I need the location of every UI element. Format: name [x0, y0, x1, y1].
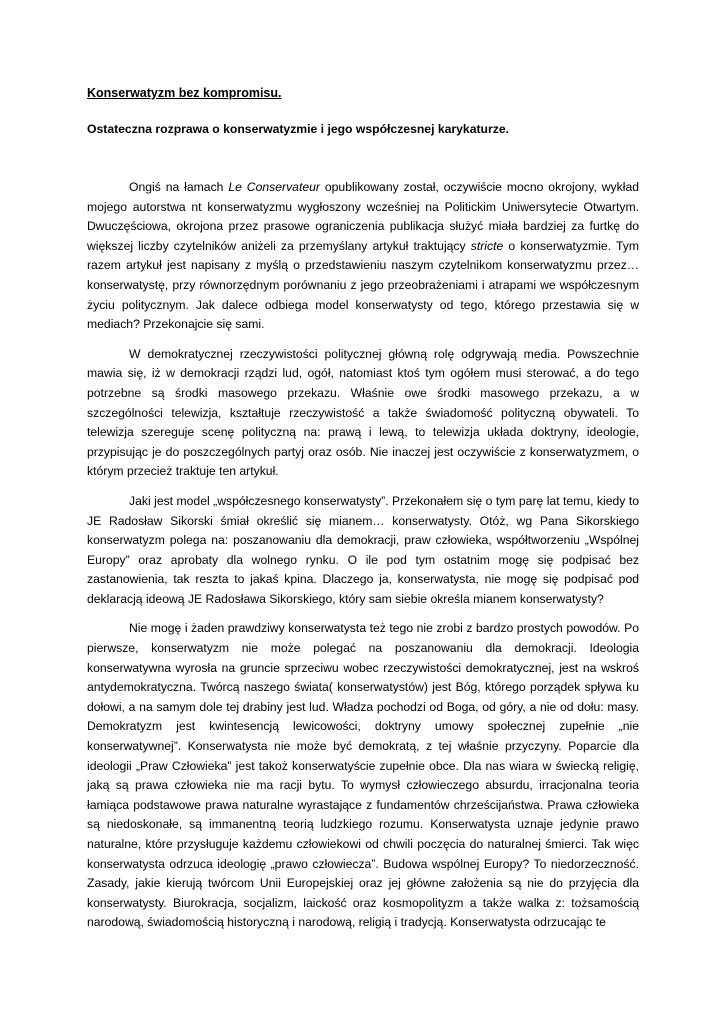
paragraph: Nie mogę i żaden prawdziwy konserwatysta też tego nie zrobi z bardzo prostych powodów. Po pierwsze, konserwatyzm nie może polegać na poszanowaniu dla demokracji. Ideologia konserwatywna wyrosła na gruncie sprzeciwu wobec rzeczywistości demokratycznej, jest na wskroś antydemokratyczna. Twórcą naszego świata( konserwatystów) jest Bóg, którego porządek spływa ku dołowi, a na samym dole tej drabiny jest lud. Władza pochodzi od Boga, od góry, a nie od dołu: masy. Demokratyzm jest kwintesencją lewicowości, doktryny umowy społecznej zupełnie „nie konserwatywnej”. Konserwatysta nie może być demokratą, z tej właśnie przyczyny. Poparcie dla ideologii „Praw Człowieka” jest takoż konserwatyście zupełnie obce. Dla nas wiara w świecką religię, jaką są prawa człowieka nie ma racji bytu. To wymysł człowieczego absurdu, irracjonalna teoria łamiąca podstawowe prawa naturalne wyrastające z fundamentów chrześcijaństwa. Prawa człowieka są niedoskonałe, są immanentną teorią ludzkiego rozumu. Konserwatysta uznaje jedynie prawo naturalne, które przysługuje każdemu człowiekowi od chwili poczęcia do naturalnej śmierci. Tak więc konserwatysta odrzuca ideologię „prawo człowiecza”. Budowa wspólnej Europy? To niedorzeczność. Zasady, jakie kierują twórcom Unii Europejskiej oraz jej główne założenia są nie do przyjęcia dla konserwatysty. Biurokracja, socjalizm, laickość oraz kosmopolityzm a także walka z: tożsamością narodową, świadomością historyczną i narodową, religią i tradycją. Konserwatysta odrzucając te	[87, 621, 639, 930]
paragraph-text: Ongiś na łamach	[129, 180, 229, 194]
latin-term: stricte	[470, 238, 504, 253]
paragraph: W demokratycznej rzeczywistości politycznej główną rolę odgrywają media. Powszechnie mawia się, iż w demokracji rządzi lud, ogół, natomiast ktoś tym ogółem musi sterować, a do tego potrzebne są środki masowego przekazu. Właśnie owe środki masowego przekazu, a w szczególności telewizja, kształtuje rzeczywistość a także świadomość polityczną obywateli. To telewizja szereguje scenę polityczną na: prawą i lewą, to telewizja układa doktryny, ideologie, przypisując je do poszczególnych partyj oraz osób. Nie inaczej jest oczywiście z konserwatyzmem, o którym przecież traktuje ten artykuł.	[87, 346, 639, 479]
paragraph-text: o konserwatyzmie. Tym razem artykuł jest napisany z myślą o przedstawieniu naszym czytelnikom konserwatyzmu przez… konserwatystę, przy równorzędnym porównaniu z jego przeobrażeniami i atrapami we współczesnym życiu politycznym. Jak dalece odbiega model konserwatysty od tego, którego przestawia się w mediach? Przekonajcie się sami.	[87, 238, 640, 332]
paragraph: Jaki jest model „współczesnego konserwatysty”. Przekonałem się o tym parę lat temu, kiedy to JE Radosław Sikorski śmiał określić się mianem… konserwatysty. Otóż, wg Pana Sikorskiego konserwatyzm polega na: poszanowaniu dla demokracji, praw człowieka, współtworzeniu „Wspólnej Europy” oraz aprobaty dla wolnego rynku. O ile pod tym ostatnim mogę się podpisać bez zastanowienia, tak reszta to jakaś kpina. Dlaczego ja, konserwatysta, nie mogę się podpisać pod deklaracją ideową JE Radosława Sikorskiego, który sam siebie określa mianem konserwatysty?	[87, 493, 639, 606]
document-subtitle: Ostateczna rozprawa o konserwatyzmie i jego współczesnej karykaturze.	[87, 122, 509, 136]
document-title: Konserwatyzm bez kompromisu.	[87, 86, 282, 100]
paragraph	[87, 178, 639, 335]
publication-name: Le Conservateur	[228, 180, 320, 194]
document-body	[87, 178, 639, 933]
paragraph-text: opublikowany został, oczywiście mocno okrojony, wykład mojego autorstwa nt konserwatyzmu wygłoszony wcześniej na Politickim Uniwersytecie Otwartym. Dwuczęściowa, okrojona przez prasowe ograniczenia publikacja służyć miała bardziej za furtkę do większej liczby czytelników aniżeli za przemyślany artykuł traktujący	[87, 180, 640, 253]
